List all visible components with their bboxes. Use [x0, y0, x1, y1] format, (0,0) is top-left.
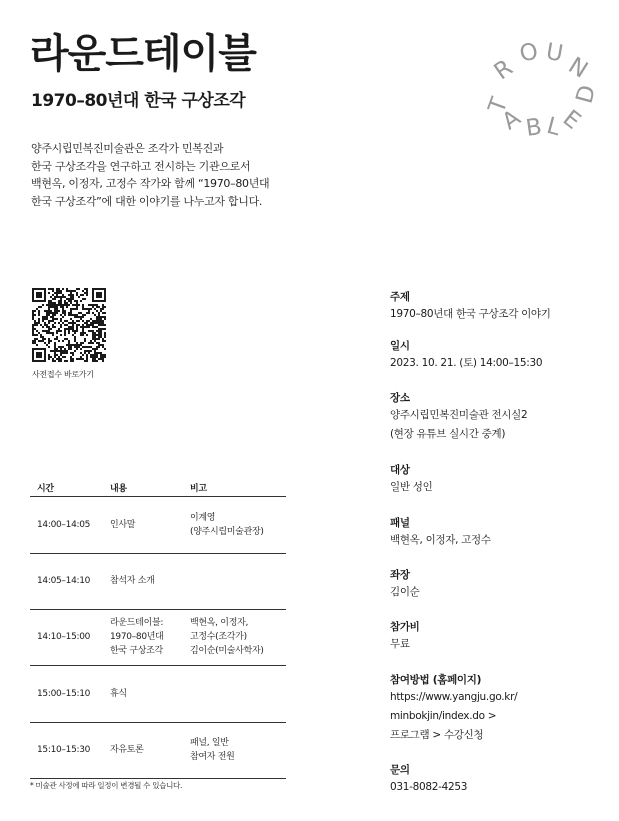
schedule-note — [190, 616, 264, 658]
table-row — [30, 497, 286, 554]
round-table-logo — [480, 28, 602, 142]
info-label: 참가비 — [390, 621, 420, 633]
logo-letter: L — [543, 112, 564, 142]
schedule-footnote: * 미술관 사정에 따라 일정이 변경될 수 있습니다. — [30, 781, 183, 790]
info-value-line: 2023. 10. 21. (토) 14:00–15:30 — [390, 357, 543, 369]
info-label: 장소 — [390, 392, 410, 404]
homepage-link[interactable]: https://www.yangju.go.kr/ — [390, 691, 518, 703]
schedule-note-line: 백현옥, 이정자, — [190, 618, 249, 628]
intro-line: 양주시립민복진미술관은 조각가 민복진과 — [31, 142, 224, 155]
schedule-note-line: 고정수(조각가) — [190, 632, 247, 642]
schedule-time: 14:00–14:05 — [37, 520, 91, 530]
schedule-note-line: (양주시립미술관장) — [190, 527, 264, 537]
info-value[interactable] — [390, 688, 517, 745]
info-value — [390, 354, 542, 373]
intro-line: 한국 구상조각”에 대한 이야기를 나누고자 합니다. — [31, 194, 263, 208]
schedule-content-line: 인사말 — [110, 520, 136, 530]
logo-letter: R — [489, 54, 518, 86]
table-row — [30, 610, 286, 666]
info-topic — [390, 290, 551, 324]
qr-modules — [32, 288, 106, 362]
info-label: 주제 — [390, 291, 410, 303]
intro-line: 백현옥, 이정자, 고정수 작가와 함께 “1970–80년대 — [31, 177, 270, 190]
info-value — [390, 583, 420, 602]
info-fee — [390, 620, 420, 654]
info-contact — [390, 763, 467, 797]
schedule-content — [110, 518, 135, 532]
logo-letter: B — [524, 114, 544, 142]
info-value-line: 031-8082-4253 — [390, 781, 468, 793]
info-value — [390, 406, 527, 444]
schedule-content — [110, 574, 155, 588]
info-value-line: 백현옥, 이정자, 고정수 — [390, 534, 491, 546]
homepage-link[interactable]: minbokjin/index.do > — [390, 710, 497, 722]
schedule-content — [110, 743, 144, 757]
info-datetime — [390, 339, 542, 373]
page-subtitle: 1970–80년대 한국 구상조각 — [31, 91, 246, 111]
schedule-note — [190, 736, 235, 764]
info-label: 참여방법 (홈페이지) — [390, 674, 482, 686]
table-row — [30, 554, 286, 610]
schedule-content-line: 1970–80년대 — [110, 632, 164, 642]
info-audience — [390, 463, 432, 497]
schedule-time: 14:10–15:00 — [37, 632, 91, 642]
logo-letter: U — [543, 38, 566, 68]
info-label: 일시 — [390, 340, 410, 352]
intro-text — [31, 140, 371, 210]
logo-letter: E — [557, 105, 586, 135]
intro-line: 한국 구상조각을 연구하고 전시하는 기관으로서 — [31, 159, 251, 173]
schedule-time: 14:05–14:10 — [37, 576, 91, 586]
info-value-line: 1970–80년대 한국 구상조각 이야기 — [390, 308, 551, 320]
schedule-content-line: 한국 구상조각 — [110, 646, 163, 656]
schedule-note-line: 이계영 — [190, 513, 216, 523]
info-panel — [390, 516, 491, 550]
qr-code[interactable] — [32, 288, 106, 362]
table-row — [30, 723, 286, 779]
info-value-line: 프로그램 > 수강신청 — [390, 729, 484, 741]
info-how-to-join — [390, 673, 517, 745]
info-value-line: 김이순 — [390, 586, 420, 598]
info-label: 패널 — [390, 517, 410, 529]
schedule-content-line: 휴식 — [110, 689, 127, 699]
schedule-content-line: 자유토론 — [110, 745, 144, 755]
logo-letter: N — [563, 52, 593, 84]
schedule-time: 15:10–15:30 — [37, 745, 91, 755]
schedule-content-line: 라운드테이블: — [110, 618, 164, 628]
info-venue — [390, 391, 527, 444]
info-moderator — [390, 568, 420, 602]
schedule-time: 15:00–15:10 — [37, 689, 91, 699]
info-value — [390, 478, 432, 497]
info-value-line: 무료 — [390, 638, 410, 650]
info-label: 대상 — [390, 464, 410, 476]
logo-letter: D — [571, 82, 602, 107]
logo-letter: T — [483, 94, 514, 117]
info-label: 문의 — [390, 764, 410, 776]
schedule-header-row — [30, 480, 286, 497]
schedule-header-note: 비고 — [190, 484, 207, 494]
info-value-line: (현장 유튜브 실시간 중계) — [390, 428, 506, 440]
info-value — [390, 531, 491, 550]
schedule-header-time: 시간 — [37, 484, 54, 494]
schedule-content-line: 참석자 소개 — [110, 576, 155, 586]
schedule-header-content: 내용 — [110, 484, 127, 494]
table-row — [30, 666, 286, 723]
schedule-content — [110, 616, 164, 658]
info-value — [390, 635, 420, 654]
schedule-content — [110, 687, 127, 701]
info-label: 좌장 — [390, 569, 410, 581]
info-value-line: 양주시립민복진미술관 전시실2 — [390, 409, 528, 421]
schedule-table — [30, 480, 286, 779]
schedule-note-line: 참여자 전원 — [190, 752, 235, 762]
schedule-note-line: 패널, 일반 — [190, 738, 229, 748]
info-value — [390, 305, 551, 324]
schedule-note-line: 김이순(미술사학자) — [190, 646, 264, 656]
info-value — [390, 778, 467, 797]
logo-letter: O — [517, 38, 541, 68]
schedule-note — [190, 511, 264, 539]
qr-label[interactable]: 사전접수 바로가기 — [32, 370, 94, 379]
info-value-line: 일반 성인 — [390, 481, 433, 493]
logo-letter: A — [497, 104, 526, 136]
page-title: 라운드테이블 — [30, 31, 256, 77]
